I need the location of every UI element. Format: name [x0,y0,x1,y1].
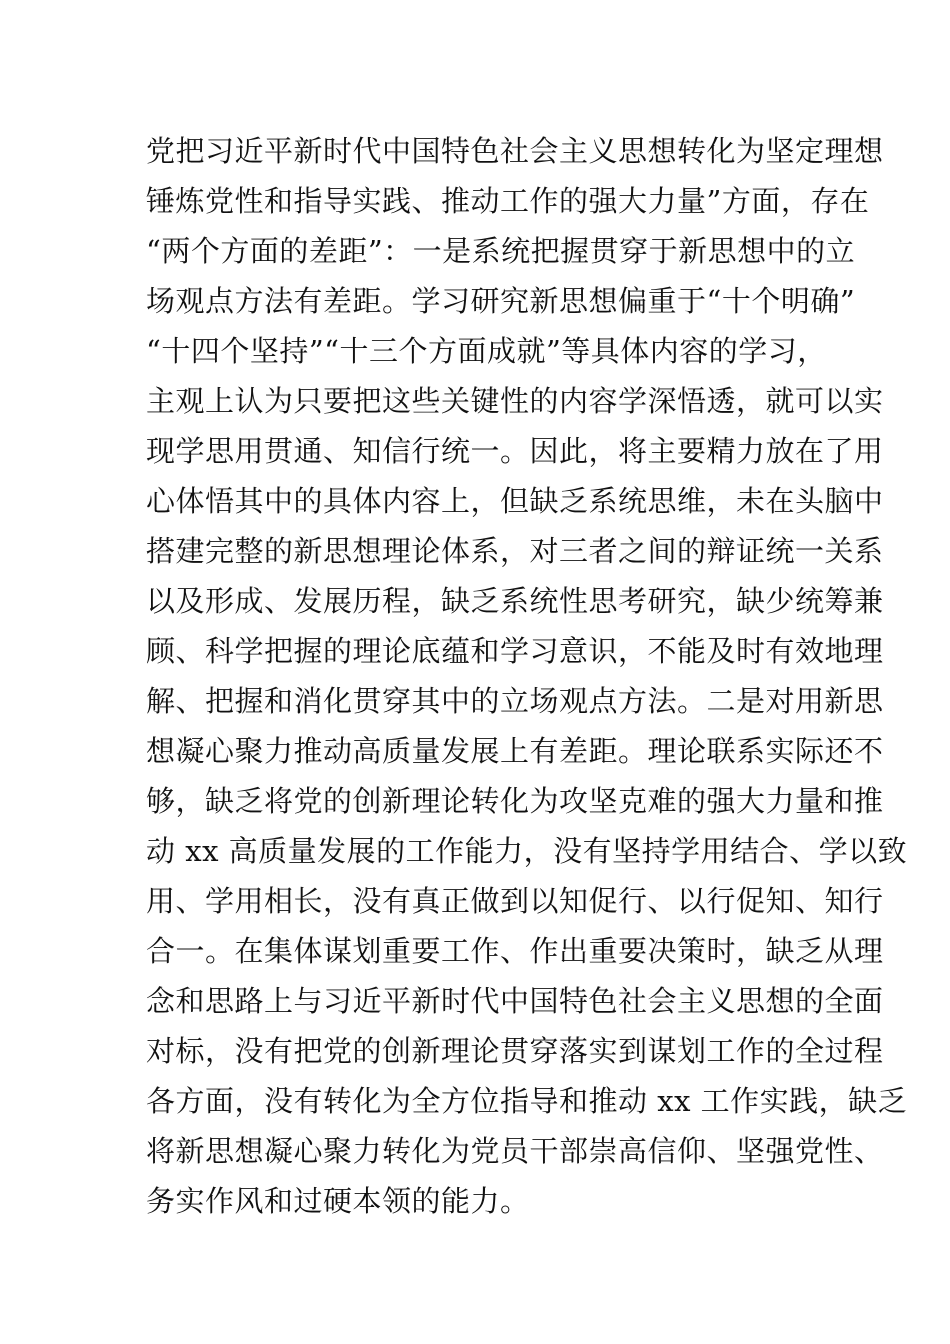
text-line: 搭建完整的新思想理论体系，对三者之间的辩证统一关系 [146,534,884,568]
text-line: 动 xx 高质量发展的工作能力，没有坚持学用结合、学以致 [146,834,908,868]
text-line: 想凝心聚力推动高质量发展上有差距。理论联系实际还不 [146,734,884,768]
text-line: 务实作风和过硬本领的能力。 [146,1184,530,1218]
text-line: 锤炼党性和指导实践、推动工作的强大力量”方面，存在 [146,184,870,218]
text-line: 解、把握和消化贯穿其中的立场观点方法。二是对用新思 [146,684,884,718]
body-paragraph [146,126,908,1226]
text-line: 主观上认为只要把这些关键性的内容学深悟透，就可以实 [146,384,884,418]
text-line: 顾、科学把握的理论底蕴和学习意识，不能及时有效地理 [146,634,884,668]
text-line: 各方面，没有转化为全方位指导和推动 xx 工作实践，缺乏 [146,1084,908,1118]
text-line: 将新思想凝心聚力转化为党员干部崇高信仰、坚强党性、 [146,1134,884,1168]
text-line: 场观点方法有差距。学习研究新思想偏重于“十个明确” [146,284,856,318]
text-line: 对标，没有把党的创新理论贯穿落实到谋划工作的全过程 [146,1034,884,1068]
text-line: “十四个坚持”“十三个方面成就”等具体内容的学习， [146,334,827,368]
text-line: 现学思用贯通、知信行统一。因此，将主要精力放在了用 [146,434,884,468]
text-line: 用、学用相长，没有真正做到以知促行、以行促知、知行 [146,884,884,918]
text-line: 心体悟其中的具体内容上，但缺乏系统思维，未在头脑中 [146,484,884,518]
text-line: “两个方面的差距”：一是系统把握贯穿于新思想中的立 [146,234,856,268]
text-line: 念和思路上与习近平新时代中国特色社会主义思想的全面 [146,984,884,1018]
text-line: 合一。在集体谋划重要工作、作出重要决策时，缺乏从理 [146,934,884,968]
text-line: 够，缺乏将党的创新理论转化为攻坚克难的强大力量和推 [146,784,884,818]
text-line: 党把习近平新时代中国特色社会主义思想转化为坚定理想 [146,134,884,168]
text-line: 以及形成、发展历程，缺乏系统性思考研究，缺少统筹兼 [146,584,884,618]
